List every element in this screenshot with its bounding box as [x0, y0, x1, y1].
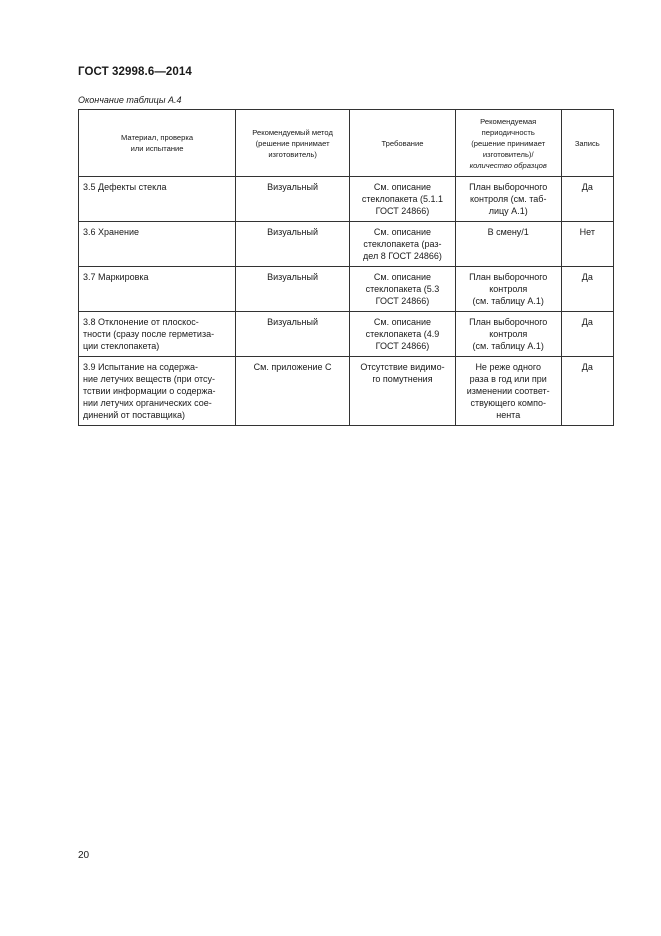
cell-material: 3.7 Маркировка [79, 267, 236, 312]
cell-record: Да [561, 312, 613, 357]
table-row [79, 357, 614, 426]
document-header-title: ГОСТ 32998.6—2014 [78, 66, 192, 78]
header-periodicity: Рекомендуемая периодичность (решение принимает изготовитель)/ количество образцов [455, 110, 561, 177]
cell-requirement: Отсутствие видимо- го помутнения [350, 357, 456, 426]
table-row [79, 312, 614, 357]
cell-requirement: См. описание стеклопакета (раз- дел 8 ГОСТ 24866) [350, 222, 456, 267]
cell-material: 3.6 Хранение [79, 222, 236, 267]
header-requirement: Требование [350, 110, 456, 177]
header-record: Запись [561, 110, 613, 177]
cell-method: Визуальный [236, 222, 350, 267]
cell-material: 3.9 Испытание на содержа- ние летучих веществ (при отсу- тствии информации о содержа- нии летучих органических сое- динений от поставщика) [79, 357, 236, 426]
cell-method: Визуальный [236, 267, 350, 312]
header-method: Рекомендуемый метод (решение принимает изготовитель) [236, 110, 350, 177]
cell-method: Визуальный [236, 312, 350, 357]
cell-method: См. приложение С [236, 357, 350, 426]
cell-requirement: См. описание стеклопакета (4.9 ГОСТ 24866) [350, 312, 456, 357]
inspection-table [78, 109, 614, 426]
cell-record: Да [561, 267, 613, 312]
cell-material: 3.5 Дефекты стекла [79, 177, 236, 222]
cell-record: Да [561, 177, 613, 222]
cell-periodicity: План выборочного контроля (см. таб- лицу А.1) [455, 177, 561, 222]
cell-periodicity: План выборочного контроля (см. таблицу А.1) [455, 267, 561, 312]
table-row [79, 267, 614, 312]
table-caption: Окончание таблицы А.4 [78, 95, 182, 105]
table-row [79, 177, 614, 222]
cell-periodicity: В смену/1 [455, 222, 561, 267]
cell-periodicity: План выборочного контроля (см. таблицу А.1) [455, 312, 561, 357]
cell-requirement: См. описание стеклопакета (5.1.1 ГОСТ 24866) [350, 177, 456, 222]
cell-method: Визуальный [236, 177, 350, 222]
cell-requirement: См. описание стеклопакета (5.3 ГОСТ 24866) [350, 267, 456, 312]
table-row [79, 222, 614, 267]
cell-material: 3.8 Отклонение от плоскос- тности (сразу после герметиза- ции стеклопакета) [79, 312, 236, 357]
cell-record: Да [561, 357, 613, 426]
cell-periodicity: Не реже одного раза в год или при изменении соответ- ствующего компо- нента [455, 357, 561, 426]
page-number: 20 [78, 850, 90, 861]
header-material: Материал, проверка или испытание [79, 110, 236, 177]
table-header-row [79, 110, 614, 177]
cell-record: Нет [561, 222, 613, 267]
